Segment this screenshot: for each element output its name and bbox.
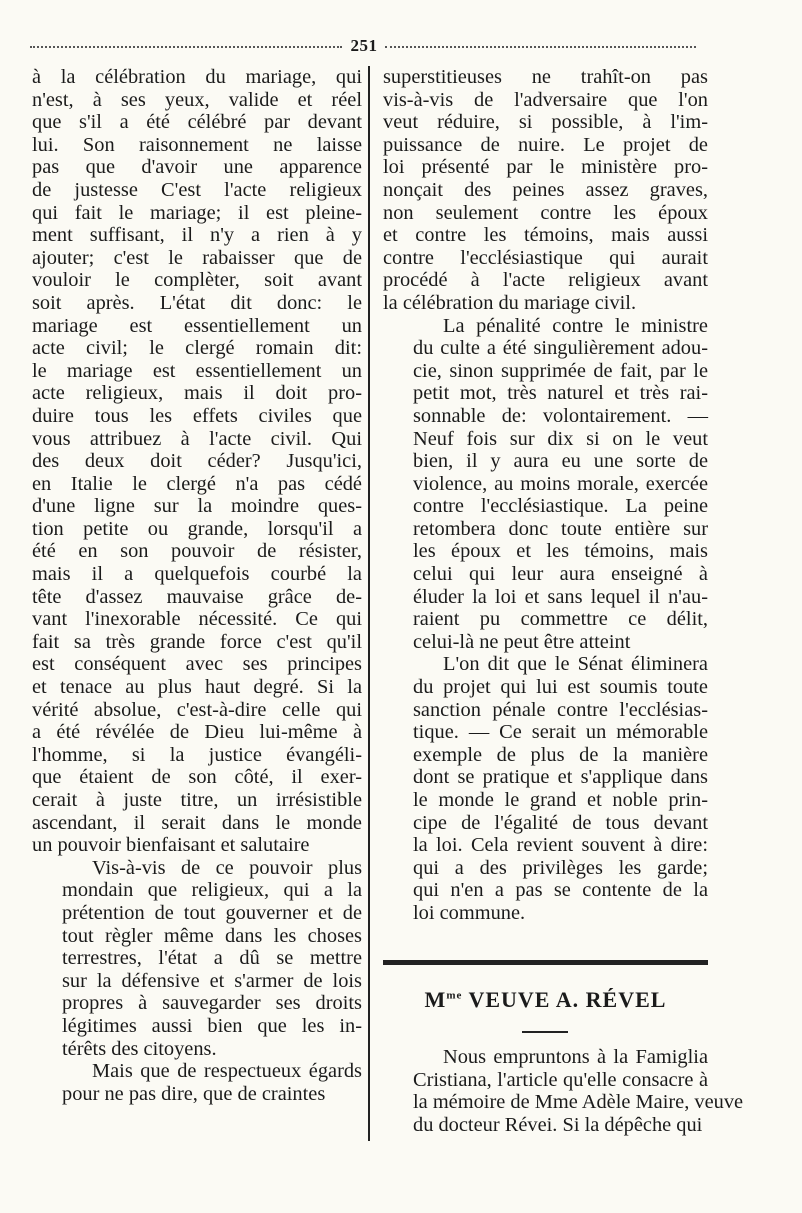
text-line: L'on dit que le Sénat éliminera: [443, 653, 708, 676]
text-line: raient pu commettre ce délit,: [413, 608, 708, 631]
text-line: légitimes aussi bien que les in-: [62, 1014, 362, 1037]
text-line: que s'il a été célébré par devant: [32, 111, 362, 134]
text-line: puissance de nuire. Le projet de: [383, 133, 708, 156]
paragraph: [383, 66, 708, 315]
text-line: mondain que religieux, qui a la: [62, 879, 362, 902]
paragraph: [383, 1046, 744, 1136]
text-line: vouloir le complèter, soit avant: [32, 269, 362, 292]
text-line: tique. — Ce serait un mémorable: [413, 721, 708, 744]
text-line: Vis-à-vis de ce pouvoir plus: [92, 856, 362, 879]
text-line: Mais que de respectueux égards: [92, 1060, 362, 1083]
column-divider: [368, 66, 370, 1141]
paragraph: [383, 653, 708, 924]
text-line: sanction pénale contre l'ecclésias-: [413, 698, 708, 721]
text-line: tion petite ou grande, lorsqu'il a: [32, 517, 362, 540]
text-line: qui a des privilèges les garde;: [413, 856, 708, 879]
text-line: cipe de l'égalité de tous devant: [413, 811, 708, 834]
text-line: prétention de tout gouverner et de: [62, 901, 362, 924]
text-line: celui-là ne peut être atteint: [413, 630, 631, 653]
text-line: d'une ligne sur la moindre ques-: [32, 495, 362, 518]
section-separator: [383, 960, 708, 965]
text-line: nonçait des peines assez graves,: [383, 178, 708, 201]
section-title-sup: me: [446, 989, 463, 1002]
header-rule-right: [385, 46, 696, 48]
page-header: [30, 36, 696, 56]
text-line: la loi. Cela revient souvent à dire:: [413, 834, 708, 857]
text-line: propres à sauvegarder ses droits: [62, 992, 362, 1015]
text-line: ascendant, il serait dans le monde: [32, 811, 362, 834]
text-line: vant l'inexorable nécessité. Ce qui: [32, 608, 362, 631]
text-line: ment suffisant, il n'y a rien à y: [32, 224, 362, 247]
page-number: 251: [350, 36, 378, 55]
section-title-prefix: M: [424, 987, 447, 1012]
text-line: exemple de plus de la manière: [413, 743, 708, 766]
right-column: [383, 66, 708, 925]
text-line: vis-à-vis de l'adversaire que l'on: [383, 88, 708, 111]
text-line: la célébration du mariage civil.: [383, 291, 637, 314]
text-line: du projet qui lui est soumis toute: [413, 676, 708, 699]
text-line: que étaient de son côté, il exer-: [32, 766, 362, 789]
text-line: l'homme, si la justice évangéli-: [32, 743, 362, 766]
text-line: terrestres, l'état a dû se mettre: [62, 947, 362, 970]
text-line: Cristiana, l'article qu'elle consacre à: [413, 1068, 708, 1091]
text-line: du docteur Révei. Si la dépêche qui: [413, 1113, 703, 1136]
text-line: fait sa très grande force c'est qu'il: [32, 630, 362, 653]
text-line: et contre les témoins, mais aussi: [383, 224, 708, 247]
text-line: cie, sinon supprimée de fait, par le: [413, 359, 708, 382]
text-line: vous attribuez à l'acte civil. Qui: [32, 427, 362, 450]
text-line: dont se pratique et s'applique dans: [413, 766, 708, 789]
text-line: acte civil; le clergé romain dit:: [32, 337, 362, 360]
header-rule-left: [30, 46, 342, 48]
article-column: [383, 1046, 744, 1136]
text-line: ajouter; c'est le rabaisser que de: [32, 246, 362, 269]
text-line: le monde le grand et noble prin-: [413, 789, 708, 811]
text-line: pour ne pas dire, que de craintes: [62, 1082, 326, 1105]
text-line: sonnable de: volontairement. —: [413, 404, 708, 427]
text-line: éluder la loi et sans lequel il n'au-: [413, 585, 708, 608]
text-line: sur la défensive et s'armer de lois: [62, 969, 362, 992]
text-line: Nous empruntons à la Famiglia: [443, 1046, 708, 1068]
text-line: loi présenté par le ministère pro-: [383, 156, 708, 179]
text-line: à la célébration du mariage, qui: [32, 66, 362, 88]
text-line: un pouvoir bienfaisant et salutaire: [32, 834, 310, 857]
text-line: bien, il y aura eu une sorte de: [413, 450, 708, 473]
text-line: le mariage est essentiellement un: [32, 359, 362, 382]
text-line: contre l'ecclésiastique. La peine: [413, 495, 708, 518]
text-line: soit après. L'état dit donc: le: [32, 291, 362, 314]
text-line: mais il a quelquefois courbé la: [32, 563, 362, 586]
text-line: acte religieux, mais il doit pro-: [32, 382, 362, 405]
text-line: a été révélée de Dieu lui-même à: [32, 721, 362, 744]
text-line: retombera donc toute entière sur: [413, 517, 708, 540]
text-line: vérité absolue, c'est-à-dire celle qui: [32, 698, 362, 721]
text-line: superstitieuses ne trahît-on pas: [383, 66, 708, 88]
text-line: qui fait le mariage; il est pleine-: [32, 201, 362, 224]
text-line: de justesse C'est l'acte religieux: [32, 178, 362, 201]
text-line: procédé à l'acte religieux avant: [383, 269, 708, 292]
text-line: qui n'en a pas se contente de la: [413, 879, 708, 902]
text-line: mariage est essentiellement un: [32, 314, 362, 337]
left-column: [32, 66, 362, 1105]
text-line: contre l'ecclésiastique qui aurait: [383, 246, 708, 269]
text-line: et tenace au plus haut degré. Si la: [32, 676, 362, 699]
text-line: La pénalité contre le ministre: [443, 314, 708, 337]
text-line: lui. Son raisonnement ne laisse: [32, 133, 362, 156]
paragraph: [32, 857, 362, 1060]
text-line: petit mot, très naturel et très rai-: [413, 382, 708, 405]
text-line: du culte a été singulièrement adou-: [413, 337, 708, 360]
text-line: les époux et les témoins, mais: [413, 540, 708, 563]
text-line: la mémoire de Mme Adèle Maire, veuve: [413, 1091, 744, 1114]
paragraph: [32, 66, 362, 857]
section-title-rest: VEUVE A. RÉVEL: [462, 987, 667, 1012]
text-line: non seulement contre les époux: [383, 201, 708, 224]
text-line: térêts des citoyens.: [62, 1037, 217, 1060]
text-line: violence, au moins morale, exercée: [413, 472, 708, 495]
text-line: tout règler même dans les choses: [62, 924, 362, 947]
text-line: n'est, à ses yeux, valide et réel: [32, 88, 362, 111]
text-line: en Italie le clergé n'a pas cédé: [32, 472, 362, 495]
text-line: loi commune.: [413, 901, 526, 924]
paragraph: [32, 1060, 362, 1105]
text-line: est conséquent avec ses principes: [32, 653, 362, 676]
text-line: des deux doit céder? Jusqu'ici,: [32, 450, 362, 473]
text-line: celui qui leur aura enseigné à: [413, 563, 708, 586]
section-title: [383, 987, 708, 1013]
text-line: veut réduire, si possible, à l'im-: [383, 111, 708, 134]
title-underline: [522, 1031, 568, 1033]
text-line: pas que d'avoir une apparence: [32, 156, 362, 179]
paragraph: [383, 315, 708, 654]
text-line: cerait à juste titre, un irrésistible: [32, 789, 362, 811]
text-line: été en son pouvoir de résister,: [32, 540, 362, 563]
text-line: Neuf fois sur dix si on le veut: [413, 427, 708, 450]
text-line: duire tous les effets civiles que: [32, 404, 362, 427]
text-line: tête d'assez mauvaise grâce de-: [32, 585, 362, 608]
